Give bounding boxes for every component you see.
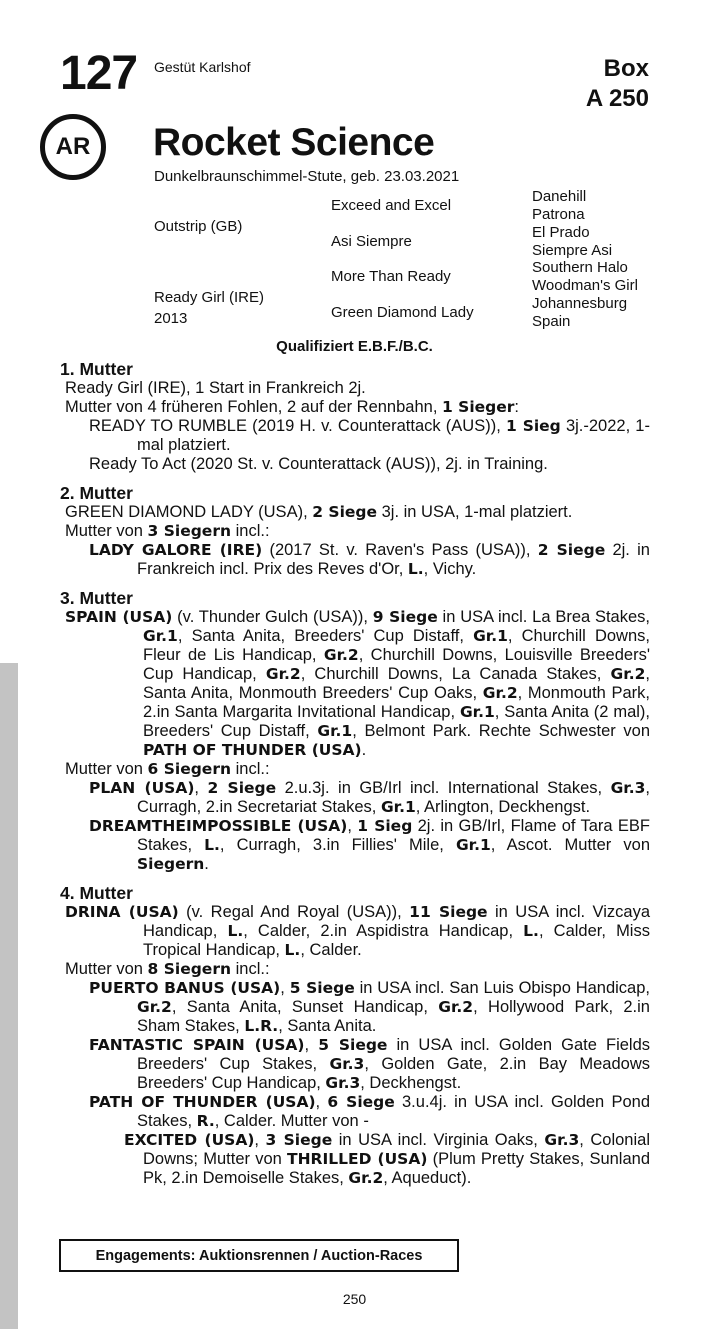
- section-title-dam4: 4. Mutter: [60, 883, 133, 903]
- pedigree-sire-dam: Asi Siempre: [331, 233, 412, 250]
- pedigree-gen3-5: Southern Halo: [532, 259, 628, 276]
- produce-entry: DREAMTHEIMPOSSIBLE (USA), 1 Sieg 2j. in GB/Irl, Flame of Tara EBF Stakes, L., Curragh, 3.in Fillies' Mile, Gr.1, Ascot. Mutter von Siegern.: [89, 817, 650, 873]
- page-edge-bar: [0, 663, 18, 1329]
- dam1-produce-line: Mutter von 4 früheren Fohlen, 2 auf der Rennbahn, 1 Sieger:: [65, 398, 520, 416]
- pedigree-dam-dam: Green Diamond Lady: [331, 304, 474, 321]
- produce-entry: FANTASTIC SPAIN (USA), 5 Siege in USA incl. Golden Gate Fields Breeders' Cup Stakes, Gr.3, Golden Gate, 2.in Bay Meadows Breeders' Cup Handicap, Gr.3, Deckhengst.: [89, 1036, 651, 1092]
- pedigree-gen3-2: Patrona: [532, 206, 585, 223]
- produce-entry: PATH OF THUNDER (USA), 6 Siege 3.u.4j. in USA incl. Golden Pond Stakes, R., Calder. Mutter von -: [89, 1093, 650, 1130]
- box-number: A 250: [585, 85, 649, 112]
- horse-name: Rocket Science: [153, 121, 435, 164]
- produce-entry: PLAN (USA), 2 Siege 2.u.3j. in GB/Irl incl. International Stakes, Gr.3, Curragh, 2.in Secretariat Stakes, Gr.1, Arlington, Deckhengst.: [89, 779, 651, 816]
- produce-entry: READY TO RUMBLE (2019 H. v. Counterattack (AUS)), 1 Sieg 3j.-2022, 1-mal platziert.: [89, 417, 650, 454]
- dam2-line: GREEN DIAMOND LADY (USA), 2 Siege 3j. in USA, 1-mal platziert.: [65, 503, 573, 521]
- pedigree-sire: Outstrip (GB): [154, 218, 243, 235]
- box-label: Box: [603, 55, 649, 82]
- pedigree-gen3-6: Woodman's Girl: [532, 277, 638, 294]
- engagements-box: Engagements: Auktionsrennen / Auction-Races: [59, 1239, 459, 1272]
- pedigree-gen3-8: Spain: [532, 313, 571, 330]
- pedigree-dam-year: 2013: [154, 310, 188, 327]
- dam1-line: Ready Girl (IRE), 1 Start in Frankreich 2j.: [65, 379, 366, 397]
- dam3-produce-line: Mutter von 6 Siegern incl.:: [65, 760, 270, 778]
- horse-description: Dunkelbraunschimmel-Stute, geb. 23.03.2021: [154, 168, 460, 185]
- section-title-dam2: 2. Mutter: [60, 483, 133, 503]
- dam2-produce-line: Mutter von 3 Siegern incl.:: [65, 522, 270, 540]
- consignor: Gestüt Karlshof: [154, 59, 251, 75]
- section-title-dam1: 1. Mutter: [60, 359, 133, 379]
- box-info: [586, 54, 649, 114]
- produce-entry-nested: EXCITED (USA), 3 Siege in USA incl. Virginia Oaks, Gr.3, Colonial Downs; Mutter von THRILLED (USA) (Plum Pretty Stakes, Sunland Pk, 2.in Demoiselle Stakes, Gr.2, Aqueduct).: [124, 1131, 650, 1187]
- pedigree-sire-sire: Exceed and Excel: [331, 197, 452, 214]
- qualification: Qualifiziert E.B.F./B.C.: [276, 338, 433, 355]
- page-number: 250: [342, 1291, 367, 1307]
- section-title-dam3: 3. Mutter: [60, 588, 133, 608]
- dam4-produce-line: Mutter von 8 Siegern incl.:: [65, 960, 270, 978]
- lot-number: 127: [60, 47, 138, 100]
- pedigree-dam: Ready Girl (IRE): [154, 289, 265, 306]
- produce-entry: LADY GALORE (IRE) (2017 St. v. Raven's Pass (USA)), 2 Siege 2j. in Frankreich incl. Prix des Reves d'Or, L., Vichy.: [89, 541, 650, 578]
- ar-badge: AR: [40, 114, 106, 180]
- pedigree-dam-sire: More Than Ready: [331, 268, 451, 285]
- dam3-entry: SPAIN (USA) (v. Thunder Gulch (USA)), 9 Siege in USA incl. La Brea Stakes, Gr.1, Santa Anita, Breeders' Cup Distaff, Gr.1, Churchill Downs, Fleur de Lis Handicap, Gr.2, Churchill Downs, Louisville Breeders' Cup Handicap, Gr.2, Churchill Downs, La Canada Stakes, Gr.2, Santa Anita, Monmouth Breeders' Cup Oaks, Gr.2, Monmouth Park, 2.in Santa Margarita Invitational Handicap, Gr.1, Santa Anita (2 mal), Breeders' Cup Distaff, Gr.1, Belmont Park. Rechte Schwester von PATH OF THUNDER (USA).: [65, 608, 651, 759]
- pedigree-gen3-4: Siempre Asi: [532, 242, 613, 259]
- dam4-entry: DRINA (USA) (v. Regal And Royal (USA)), 11 Siege in USA incl. Vizcaya Handicap, L., Calder, 2.in Aspidistra Handicap, L., Calder, Miss Tropical Handicap, L., Calder.: [65, 903, 650, 959]
- pedigree-gen3-3: El Prado: [532, 224, 590, 241]
- produce-entry: PUERTO BANUS (USA), 5 Siege in USA incl. San Luis Obispo Handicap, Gr.2, Santa Anita, Sunset Handicap, Gr.2, Hollywood Park, 2.in Sham Stakes, L.R., Santa Anita.: [89, 979, 650, 1035]
- pedigree-gen3-7: Johannesburg: [532, 295, 628, 312]
- produce-entry: Ready To Act (2020 St. v. Counterattack (AUS)), 2j. in Training.: [89, 455, 548, 473]
- pedigree-gen3-1: Danehill: [532, 188, 587, 205]
- catalogue-body: [60, 360, 650, 1188]
